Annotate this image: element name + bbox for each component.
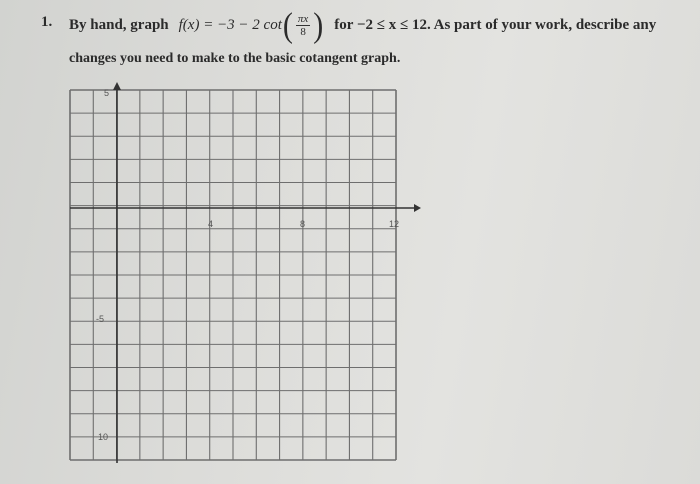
fraction-denominator: 8	[300, 26, 306, 38]
x-tick-label-12: 12	[389, 219, 400, 229]
problem-number: 1.	[41, 14, 53, 30]
fraction-numerator: πx	[297, 13, 309, 25]
x-axis-arrow	[414, 204, 421, 212]
y-tick-label-5: 5	[104, 88, 110, 98]
x-tick-label-8: 8	[300, 219, 306, 229]
y-tick-label-neg5: -5	[96, 314, 105, 324]
problem-intro: By hand, graph	[69, 17, 169, 33]
y-tick-label-neg10: 10	[98, 432, 109, 442]
domain-text: for −2 ≤ x ≤ 12. As part of your work, describe any	[334, 17, 657, 33]
right-paren: )	[313, 5, 324, 44]
y-axis-arrow	[113, 82, 121, 90]
x-tick-label-4: 4	[208, 219, 214, 229]
grid-lines	[70, 90, 396, 460]
left-paren: (	[282, 5, 293, 44]
problem-statement-line2: changes you need to make to the basic cotangent graph.	[69, 51, 401, 66]
function-lhs: f(x) = −3 − 2 cot	[178, 17, 282, 33]
